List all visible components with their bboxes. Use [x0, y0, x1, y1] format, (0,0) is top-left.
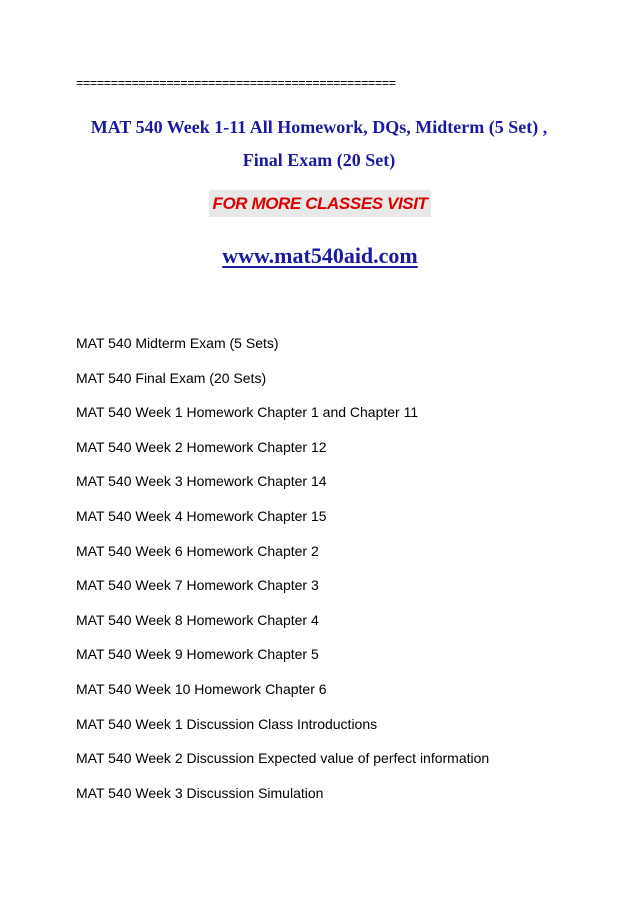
url-container — [0, 241, 638, 271]
list-item: MAT 540 Week 1 Discussion Class Introductions — [76, 715, 378, 732]
list-item: MAT 540 Week 9 Homework Chapter 5 — [76, 646, 319, 663]
separator-line: ============================================== — [76, 76, 396, 90]
list-item: MAT 540 Week 10 Homework Chapter 6 — [76, 680, 327, 697]
list-item: MAT 540 Week 6 Homework Chapter 2 — [76, 542, 319, 559]
list-item: MAT 540 Week 2 Discussion Expected value of perfect information — [76, 750, 490, 767]
list-item: MAT 540 Week 1 Homework Chapter 1 and Chapter 11 — [76, 404, 419, 421]
document-title: MAT 540 Week 1-11 All Homework, DQs, Midterm (5 Set) , Final Exam (20 Set) — [90, 117, 548, 170]
list-item: MAT 540 Midterm Exam (5 Sets) — [76, 335, 279, 351]
list-item: MAT 540 Week 3 Discussion Simulation — [76, 784, 324, 801]
list-item: MAT 540 Week 2 Homework Chapter 12 — [76, 438, 327, 455]
website-link[interactable]: www.mat540aid.com — [222, 243, 418, 268]
list-item: MAT 540 Week 8 Homework Chapter 4 — [76, 611, 319, 628]
list-item: MAT 540 Week 3 Homework Chapter 14 — [76, 473, 327, 490]
list-item: MAT 540 Final Exam (20 Sets) — [76, 369, 267, 386]
visit-banner — [0, 190, 638, 217]
course-item-list — [76, 330, 596, 814]
list-item: MAT 540 Week 4 Homework Chapter 15 — [76, 507, 327, 524]
list-item: MAT 540 Week 7 Homework Chapter 3 — [76, 577, 319, 594]
visit-text: FOR MORE CLASSES VISIT — [209, 190, 430, 217]
